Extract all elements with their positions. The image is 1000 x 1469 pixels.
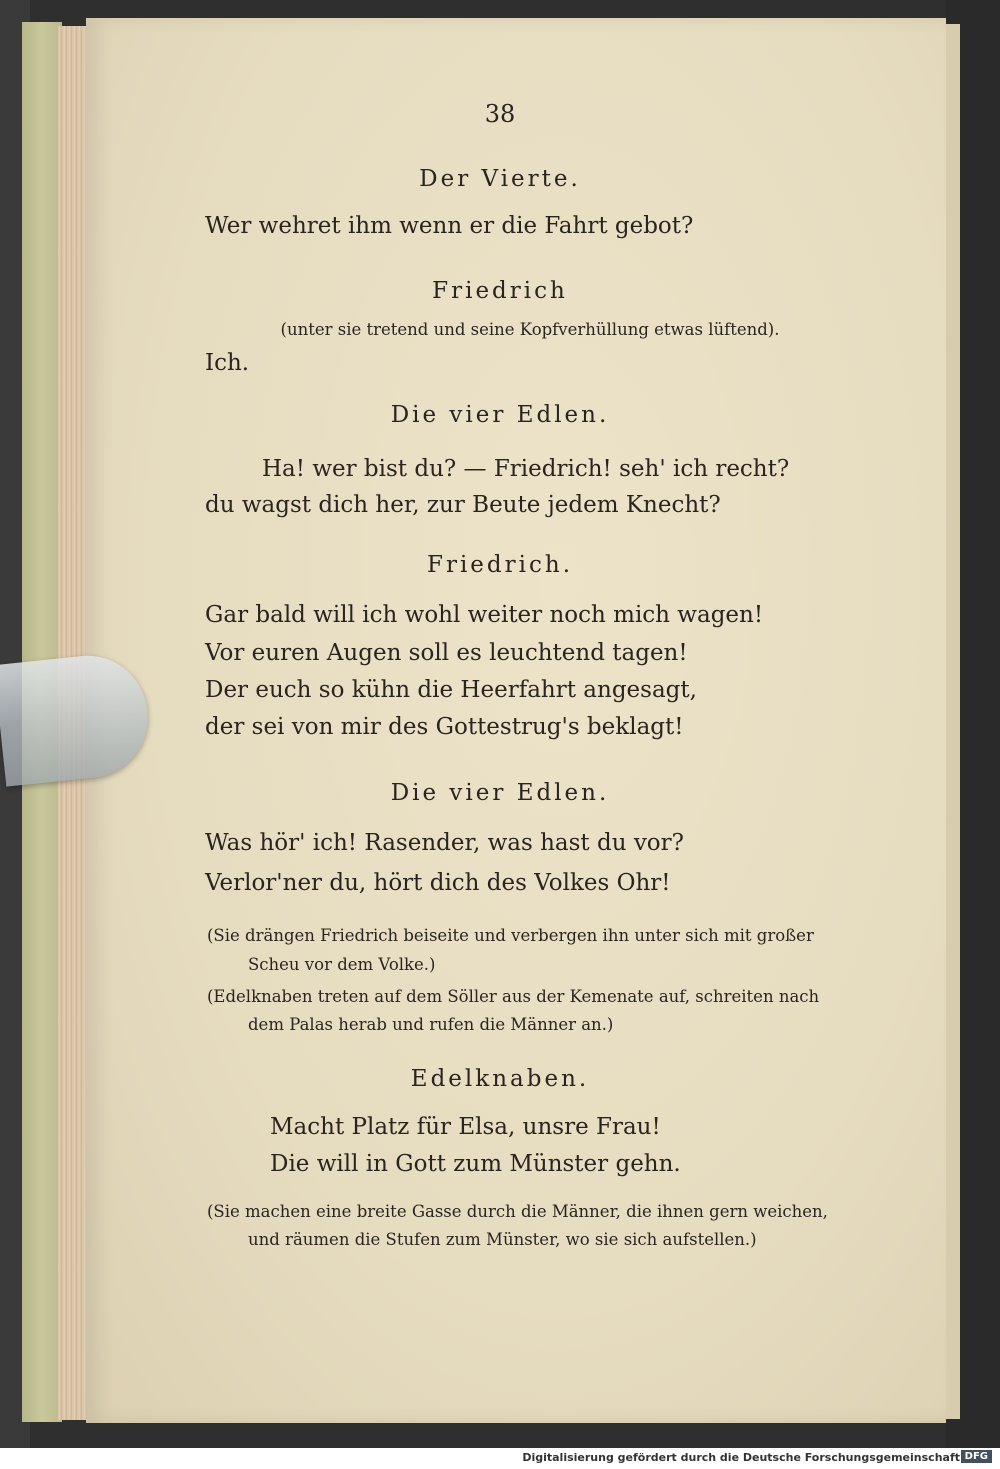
speaker-heading: Der Vierte. [419, 166, 581, 192]
verse-line: Ich. [205, 350, 250, 376]
speaker-heading: Die vier Edlen. [390, 780, 610, 806]
speaker-heading: Die vier Edlen. [390, 402, 610, 428]
stage-direction: (Edelknaben treten auf dem Söller aus der Kemenate auf, schreiten nach [207, 987, 820, 1006]
speaker-heading: Friedrich [432, 278, 568, 304]
verse-line: Der euch so kühn die Heerfahrt angesagt, [205, 677, 697, 703]
footer-credit: Digitalisierung gefördert durch die Deutsche Forschungsgemeinschaft [522, 1451, 960, 1464]
stage-direction: (unter sie tretend und seine Kopfverhüllung etwas lüftend). [280, 320, 780, 339]
verse-line: Wer wehret ihm wenn er die Fahrt gebot? [205, 213, 694, 239]
verse-line: Was hör' ich! Rasender, was hast du vor? [205, 830, 684, 856]
facing-page-edge [946, 24, 960, 1419]
verse-line: Verlor'ner du, hört dich des Volkes Ohr! [205, 870, 671, 896]
stage-direction: und räumen die Stufen zum Münster, wo sie sich aufstellen.) [248, 1230, 757, 1249]
verse-line: Die will in Gott zum Münster gehn. [270, 1151, 681, 1177]
verse-line: der sei von mir des Gottestrug's beklagt! [205, 714, 684, 740]
stage-direction: Scheu vor dem Volke.) [248, 955, 436, 974]
page-number: 38 [484, 100, 516, 128]
verse-line: Ha! wer bist du? — Friedrich! seh' ich recht? [262, 456, 790, 482]
stage-direction: dem Palas herab und rufen die Männer an.) [248, 1015, 614, 1034]
dfg-logo: DFG [961, 1450, 992, 1463]
stage-direction: (Sie drängen Friedrich beiseite und verbergen ihn unter sich mit großer [207, 926, 814, 945]
speaker-heading: Friedrich. [427, 552, 573, 578]
verse-line: Macht Platz für Elsa, unsre Frau! [270, 1114, 661, 1140]
verse-line: du wagst dich her, zur Beute jedem Knecht? [205, 492, 721, 518]
speaker-heading: Edelknaben. [410, 1066, 590, 1092]
verse-line: Vor euren Augen soll es leuchtend tagen! [205, 640, 688, 666]
verse-line: Gar bald will ich wohl weiter noch mich wagen! [205, 602, 764, 628]
stage-direction: (Sie machen eine breite Gasse durch die Männer, die ihnen gern weichen, [207, 1202, 828, 1221]
